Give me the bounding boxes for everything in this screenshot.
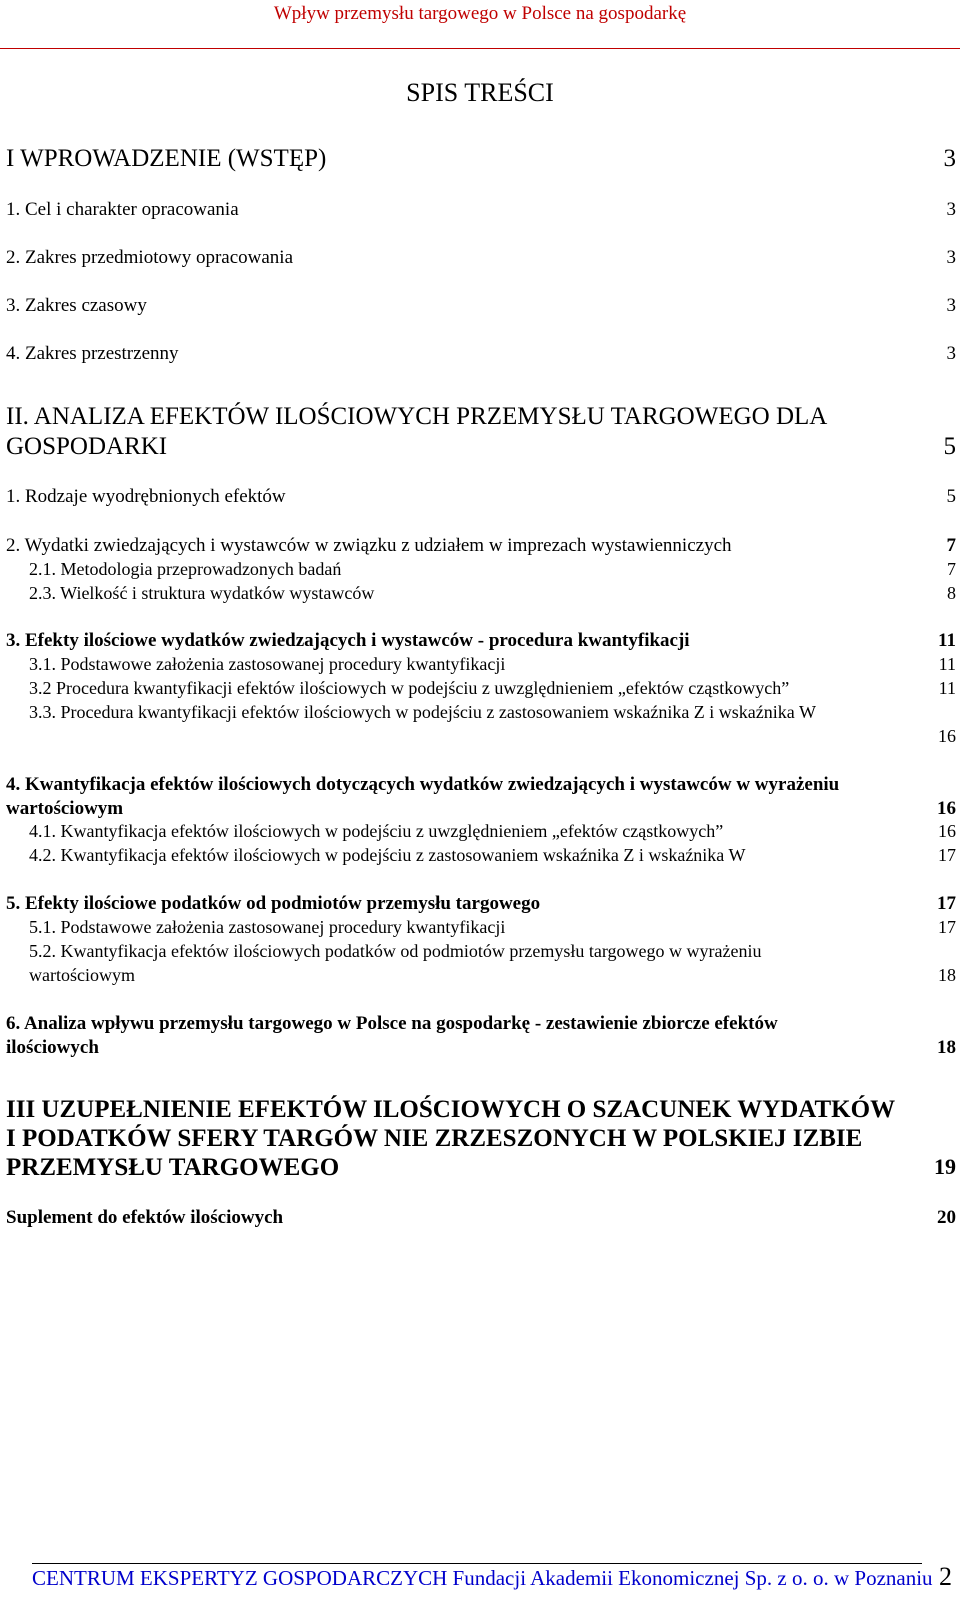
toc-entry-text-line2: GOSPODARKI (6, 433, 168, 460)
toc-entry-page: 17 (937, 893, 956, 914)
toc-entry-page: 16 (938, 821, 956, 841)
toc-entry-text: 3.2 Procedura kwantyfikacji efektów ilościowych w podejściu z uwzględnieniem „efektów cząstkowych” (29, 678, 790, 698)
toc-entry-text-line1: 4. Kwantyfikacja efektów ilościowych dotyczących wydatków zwiedzających i wystawców w wyrażeniu (6, 774, 840, 795)
toc-entry-text: I WPROWADZENIE (WSTĘP) (6, 145, 327, 172)
toc-entry-page: 18 (938, 965, 956, 985)
toc-entry-text: 2. Zakres przedmiotowy opracowania (6, 247, 294, 268)
toc-entry-text: 3. Efekty ilościowe wydatków zwiedzających i wystawców - procedura kwantyfikacji (6, 630, 690, 651)
header-rule (0, 48, 960, 49)
toc-entry-text-line2: I PODATKÓW SFERY TARGÓW NIE ZRZESZONYCH W POLSKIEJ IZBIE (6, 1125, 863, 1152)
toc-entry-text-line1: 6. Analiza wpływu przemysłu targowego w Polsce na gospodarkę - zestawienie zbiorcze efektów (6, 1013, 778, 1034)
toc-entry-text-line1: II. ANALIZA EFEKTÓW ILOŚCIOWYCH PRZEMYSŁU TARGOWEGO DLA (6, 403, 828, 430)
toc-entry-text: Suplement do efektów ilościowych (6, 1207, 284, 1228)
toc-entry-page: 7 (946, 535, 956, 556)
toc-entry-page: 5 (946, 486, 956, 507)
toc-entry-text-line1: 5.2. Kwantyfikacja efektów ilościowych podatków od podmiotów przemysłu targowego w wyrażeniu (29, 941, 762, 961)
toc-entry-page: 17 (938, 845, 956, 865)
toc-entry-text: 1. Cel i charakter opracowania (6, 199, 239, 220)
toc-entry-text-line2: ilościowych (6, 1037, 99, 1058)
toc-entry-page: 11 (938, 654, 956, 674)
toc-entry-page: 16 (938, 726, 956, 746)
toc-entry-page: 16 (937, 798, 956, 819)
toc-entry-page: 18 (937, 1037, 956, 1058)
toc-entry-page: 7 (947, 559, 956, 579)
toc-entry-page: 5 (943, 433, 956, 460)
toc-entry-text-line1: III UZUPEŁNIENIE EFEKTÓW ILOŚCIOWYCH O SZACUNEK WYDATKÓW (6, 1096, 896, 1123)
footer-page-number: 2 (939, 1562, 952, 1591)
toc-title: SPIS TREŚCI (406, 78, 554, 107)
toc-entry-text: 3.1. Podstawowe założenia zastosowanej procedury kwantyfikacji (29, 654, 506, 674)
toc-entry-text: 5. Efekty ilościowe podatków od podmiotów przemysłu targowego (6, 893, 541, 914)
toc-entry-page: 20 (937, 1207, 956, 1228)
toc-entry-page: 11 (938, 630, 956, 651)
toc-entry-page: 3 (943, 145, 956, 172)
toc-entry-text: 5.1. Podstawowe założenia zastosowanej procedury kwantyfikacji (29, 917, 506, 937)
toc-entry-text: 4.2. Kwantyfikacja efektów ilościowych w podejściu z zastosowaniem wskaźnika Z i wskaźnika W (29, 845, 746, 865)
toc-entry-page: 17 (938, 917, 956, 937)
toc-entry-page: 3 (946, 295, 956, 316)
toc-entry-text: 1. Rodzaje wyodrębnionych efektów (6, 486, 286, 507)
footer-organization: CENTRUM EKSPERTYZ GOSPODARCZYCH Fundacji Akademii Ekonomicznej Sp. z o. o. w Poznaniu (32, 1566, 933, 1590)
toc-entry-text-line2: wartościowym (6, 798, 124, 819)
toc-entry-page: 3 (946, 343, 956, 364)
toc-entry-text: 2. Wydatki zwiedzających i wystawców w związku z udziałem w imprezach wystawienniczych (6, 535, 732, 556)
toc-entry-text-line2: wartościowym (29, 965, 135, 985)
toc-entry-text: 4. Zakres przestrzenny (6, 343, 179, 364)
toc-entry-page: 19 (934, 1154, 956, 1179)
running-header-title: Wpływ przemysłu targowego w Polsce na gospodarkę (273, 3, 687, 24)
toc-entry-text: 2.3. Wielkość i struktura wydatków wystawców (29, 583, 375, 603)
toc-entry-text: 3. Zakres czasowy (6, 295, 147, 316)
toc-entry-page: 3 (946, 247, 956, 268)
toc-entry-page: 3 (946, 199, 956, 220)
toc-entry-text: 4.1. Kwantyfikacja efektów ilościowych w podejściu z uwzględnieniem „efektów cząstkowych” (29, 821, 724, 841)
toc-entry-page: 8 (947, 583, 956, 603)
toc-entry-page: 11 (938, 678, 956, 698)
footer-rule (32, 1563, 922, 1564)
toc-entry-text-line3: PRZEMYSŁU TARGOWEGO (6, 1154, 340, 1181)
toc-entry-text: 3.3. Procedura kwantyfikacji efektów ilościowych w podejściu z zastosowaniem wskaźnika Z i wskaźnika W (29, 702, 816, 722)
toc-entry-text: 2.1. Metodologia przeprowadzonych badań (29, 559, 342, 579)
